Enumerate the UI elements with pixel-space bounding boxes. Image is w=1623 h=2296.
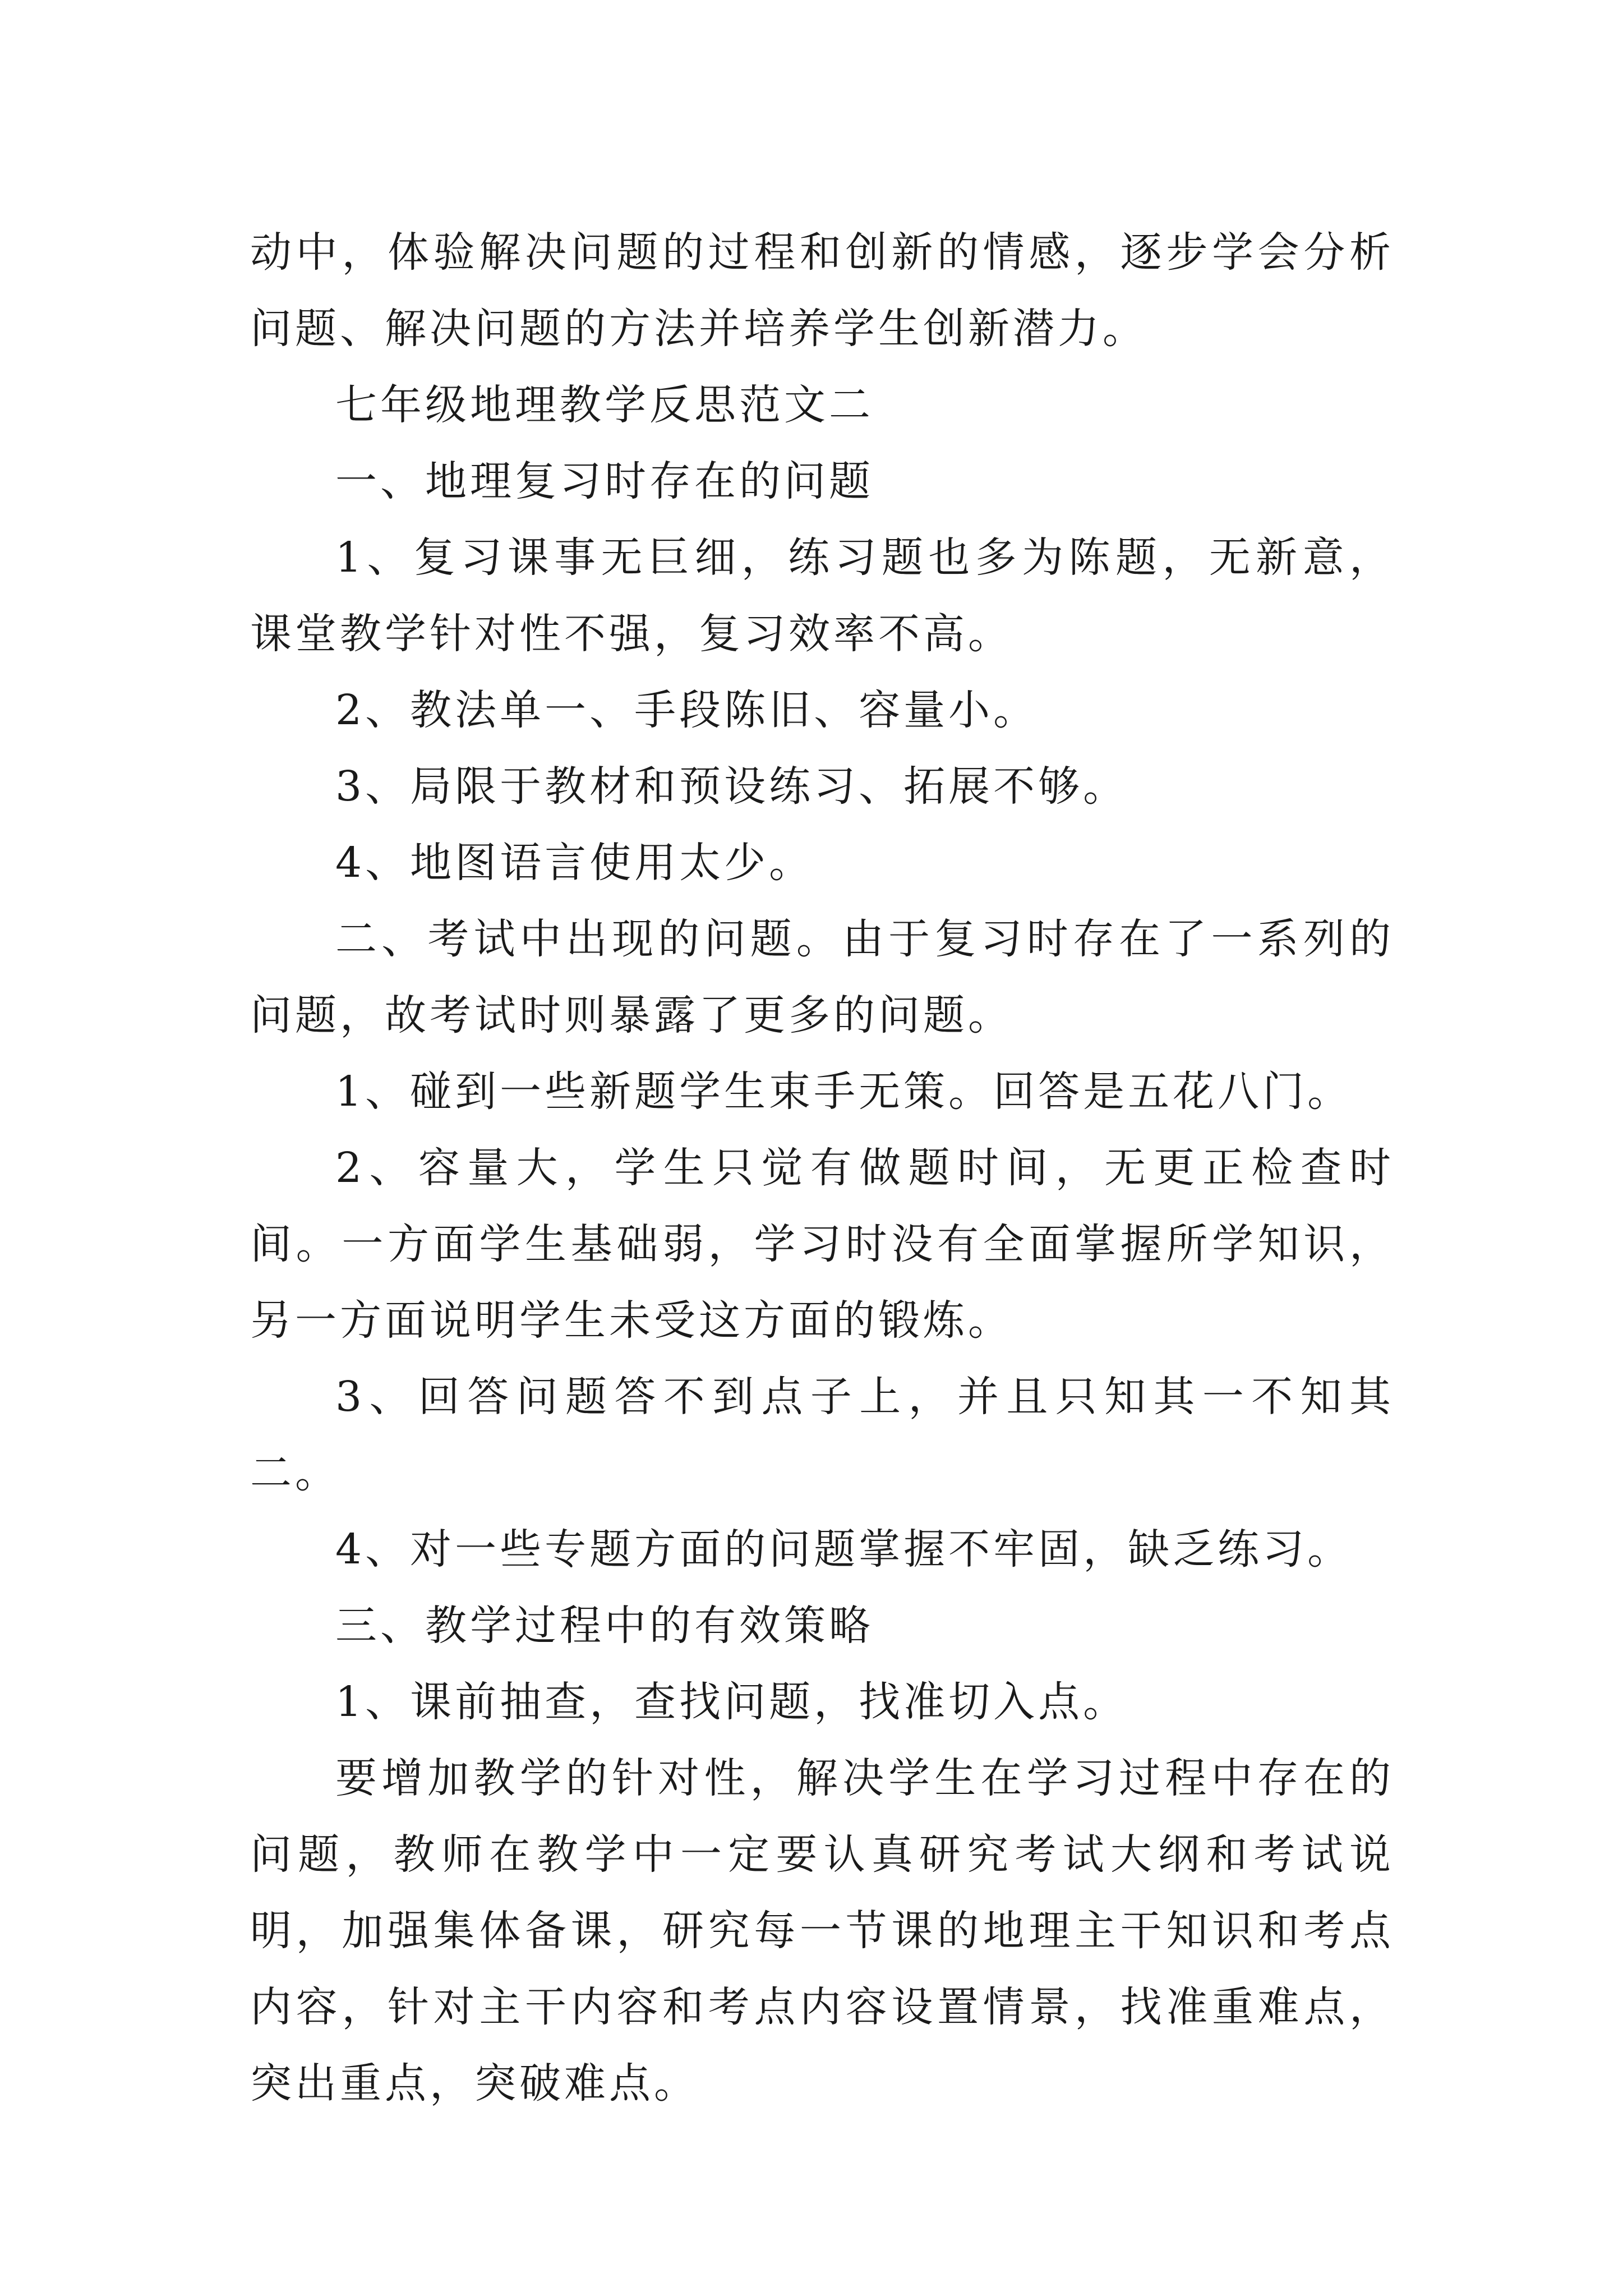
heading-one: 一、地理复习时存在的问题 (335, 457, 874, 505)
list-item: 4、对一些专题方面的问题掌握不牢固，缺乏练习。 (335, 1525, 1353, 1573)
list-item: 2、容量大，学生只觉有做题时间，无更正检查时间。一方面学生基础弱，学习时没有全面掌握所学知识，另一方面说明学生未受这方面的锻炼。 (250, 1144, 1394, 1345)
list-item: 2、教法单一、手段陈旧、容量小。 (335, 686, 1039, 734)
paragraph-continuation: 动中，体验解决问题的过程和创新的情感，逐步学会分析问题、解决问题的方法并培养学生创新潜力。 (250, 228, 1394, 353)
list-item: 1、课前抽查，查找问题，找准切入点。 (335, 1678, 1128, 1726)
list-item: 4、地图语言使用太少。 (335, 839, 814, 887)
list-item: 3、局限于教材和预设练习、拓展不够。 (335, 762, 1128, 811)
section-title: 七年级地理教学反思范文二 (335, 381, 874, 429)
list-item: 3、回答问题答不到点子上，并且只知其一不知其二。 (250, 1373, 1394, 1497)
heading-three: 三、教学过程中的有效策略 (335, 1602, 874, 1650)
document-body (250, 214, 1394, 2122)
list-item: 1、碰到一些新题学生束手无策。回答是五花八门。 (335, 1068, 1353, 1116)
body-paragraph: 要增加教学的针对性，解决学生在学习过程中存在的问题，教师在教学中一定要认真研究考试大纲和考试说明，加强集体备课，研究每一节课的地理主干知识和考点内容，针对主干内容和考点内容设置情景，找准重难点，突出重点，突破难点。 (250, 1754, 1394, 2108)
heading-two: 二、考试中出现的问题。由于复习时存在了一系列的问题，故考试时则暴露了更多的问题。 (250, 915, 1394, 1039)
list-item: 1、复习课事无巨细，练习题也多为陈题，无新意，课堂教学针对性不强，复习效率不高。 (250, 533, 1394, 658)
